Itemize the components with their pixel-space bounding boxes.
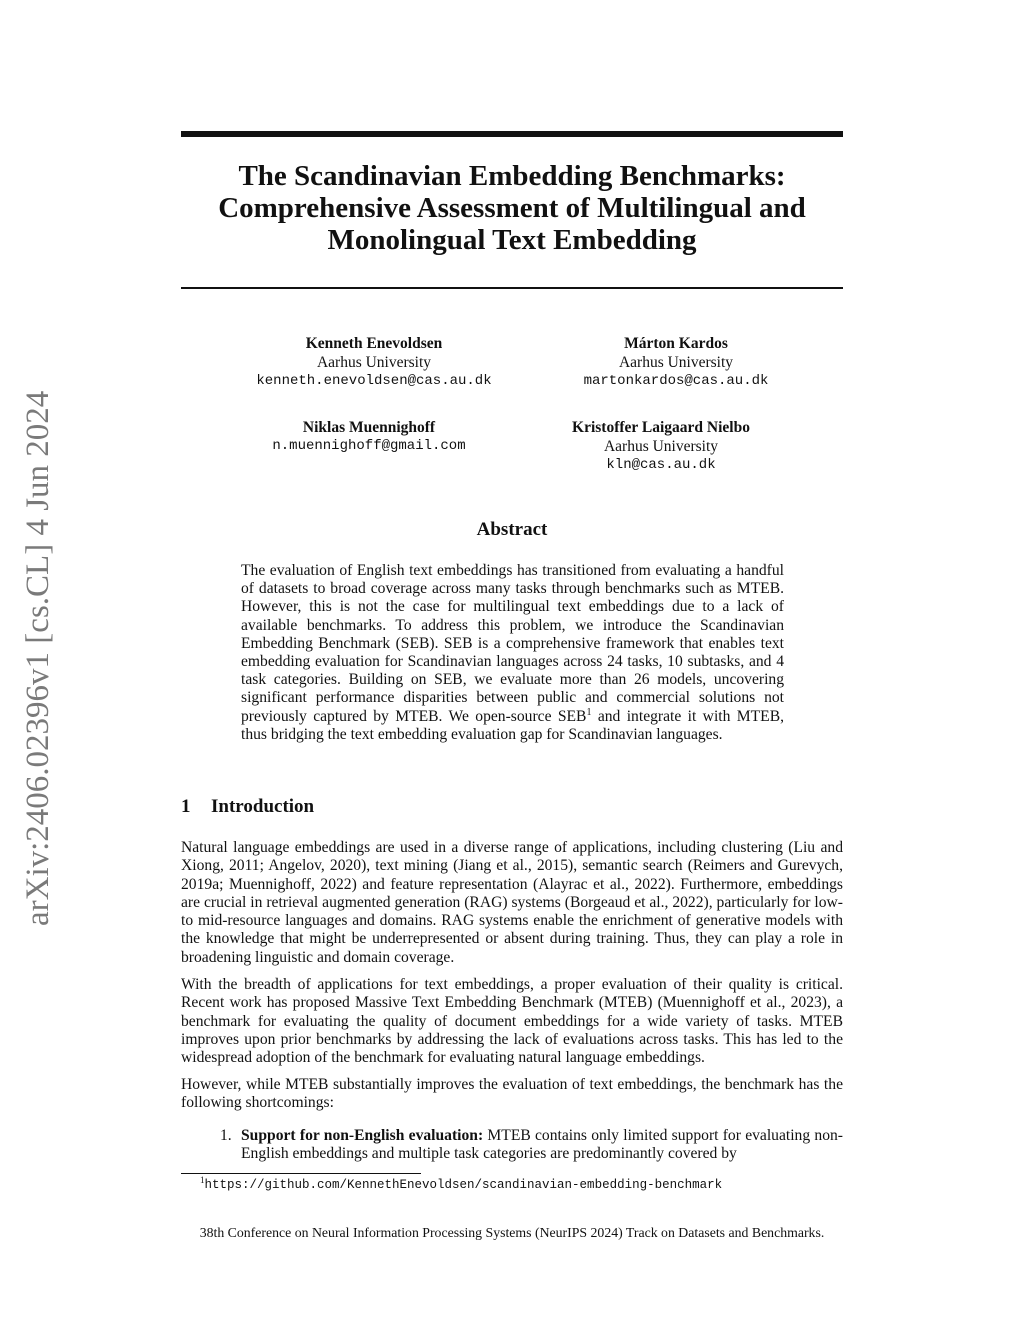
section-title: Introduction bbox=[211, 796, 315, 817]
author-affiliation: Aarhus University bbox=[603, 438, 719, 455]
author-affiliation: Aarhus University bbox=[316, 354, 432, 371]
abstract-body: The evaluation of English text embeddings has transitioned from evaluating a handful of datasets to broad coverage across many tasks through benchmarks such as MTEB. However, this is not the case for multilingual text embeddings due to a lack of available benchmarks. To address this problem, we introduce the Scandinavian Embedding Benchmark (SEB). SEB is a comprehensive framework that enables text embedding evaluation for Scandinavian languages across 24 tasks, 10 subtasks, and 4 task categories. Building on SEB, we evaluate more than 26 models, uncovering significant performance disparities between public and commercial solutions not previously captured by MTEB. We open-source SEB bbox=[241, 562, 784, 725]
list-item-body: MTEB contains only limited support for evaluating non-English embeddings and multiple task categories are predominantly covered by bbox=[241, 1127, 843, 1163]
author-email: n.muennighoff@gmail.com bbox=[272, 438, 466, 454]
author-block bbox=[232, 334, 516, 391]
paragraph: However, while MTEB substantially improves the evaluation of text embeddings, the benchmark has the following shortcomings: bbox=[181, 1076, 843, 1112]
author-email: martonkardos@cas.au.dk bbox=[583, 373, 769, 389]
paragraph: Natural language embeddings are used in a diverse range of applications, including clustering (Liu and Xiong, 2011; Angelov, 2020), text mining (Jiang et al., 2015), semantic search (Reimers and Gurevych, 2019a; Muennighoff, 2022) and feature representation (Alayrac et al., 2022). Furthermore, embeddings are crucial in retrieval augmented generation (RAG) systems (Borgeaud et al., 2022), particularly for low- to mid-resource languages and domains. RAG systems enable the enrichment of generative models with the knowledge that might be underrepresented or absent during training. Thus, they can play a role in broadening linguistic and domain coverage. bbox=[181, 839, 843, 966]
author-name: Kenneth Enevoldsen bbox=[305, 335, 443, 352]
author-affiliation: Aarhus University bbox=[618, 354, 734, 371]
paragraph: With the breadth of applications for text embeddings, a proper evaluation of their quality is critical. Recent work has proposed Massive Text Embedding Benchmark (MTEB) (Muennighoff et al., 2023), a benchmark for evaluating the quality of document embeddings for a wide variety of tasks. MTEB improves upon prior benchmarks by addressing the lack of evaluations across tasks. This has led to the widespread adoption of the benchmark for evaluating natural language embeddings. bbox=[181, 976, 843, 1067]
section-number: 1 bbox=[181, 796, 191, 817]
section-heading bbox=[181, 796, 314, 818]
footnote-marker: 1 bbox=[586, 706, 592, 718]
footnote-link[interactable]: https://github.com/KennethEnevoldsen/scandinavian-embedding-benchmark bbox=[204, 1178, 723, 1192]
author-name: Niklas Muennighoff bbox=[302, 419, 436, 436]
author-email: kenneth.enevoldsen@cas.au.dk bbox=[256, 373, 492, 389]
abstract-body-continued: and integrate it with MTEB, thus bridging the text embedding evaluation gap for Scandinavian languages. bbox=[241, 707, 784, 743]
author-block bbox=[232, 418, 506, 456]
paper-title bbox=[181, 160, 843, 256]
list-item-bold: Support for non-English evaluation: bbox=[241, 1127, 484, 1144]
footnote-mark: 1 bbox=[200, 1174, 205, 1185]
list-marker: 1. bbox=[220, 1127, 232, 1144]
title-line: The Scandinavian Embedding Benchmarks: bbox=[238, 160, 786, 192]
author-block bbox=[548, 418, 774, 475]
abstract-heading: Abstract bbox=[476, 519, 548, 540]
author-name: Kristoffer Laigaard Nielbo bbox=[572, 419, 750, 436]
title-bottom-rule bbox=[181, 287, 843, 289]
abstract-text bbox=[241, 562, 784, 744]
author-email: kln@cas.au.dk bbox=[606, 457, 716, 473]
footnote-rule bbox=[181, 1173, 421, 1174]
list-item bbox=[220, 1127, 843, 1164]
footnote bbox=[200, 1174, 723, 1192]
list-item-text bbox=[241, 1127, 843, 1164]
conference-footer: 38th Conference on Neural Information Processing Systems (NeurIPS 2024) Track on Datasets and Benchmarks. bbox=[199, 1225, 825, 1240]
arxiv-identifier: arXiv:2406.02396v1 [cs.CL] 4 Jun 2024 bbox=[20, 390, 56, 926]
title-line: Monolingual Text Embedding bbox=[327, 224, 697, 256]
author-block bbox=[548, 334, 804, 391]
author-name: Márton Kardos bbox=[624, 335, 728, 352]
title-line: Comprehensive Assessment of Multilingual and bbox=[218, 192, 806, 224]
title-top-rule bbox=[181, 131, 843, 137]
